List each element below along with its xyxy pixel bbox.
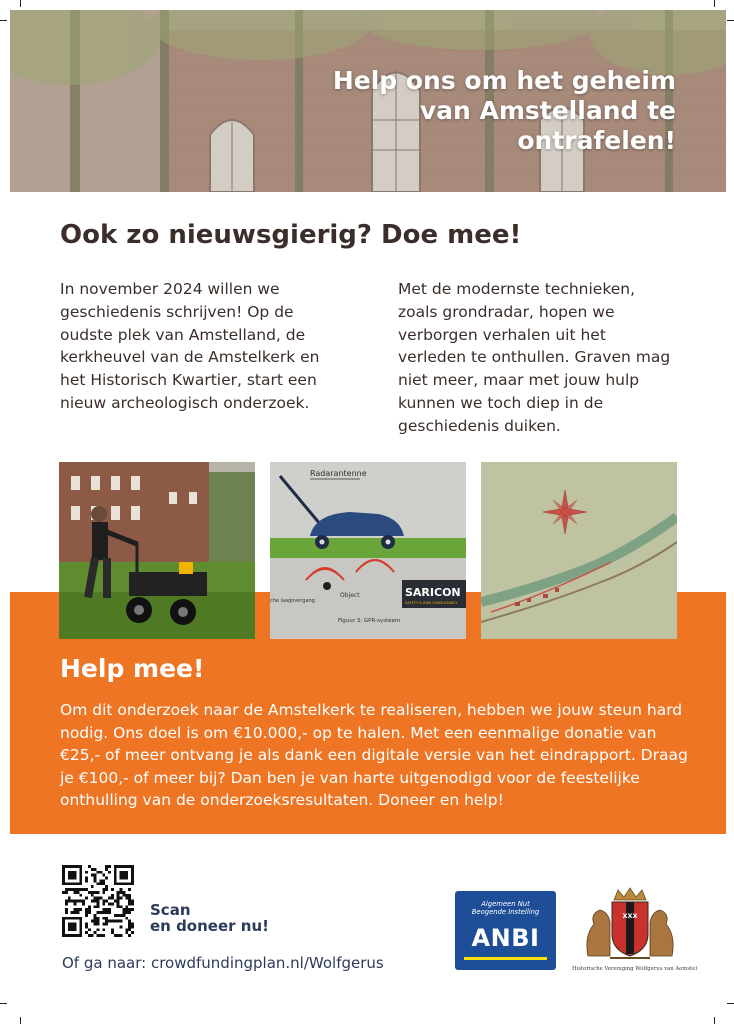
qr-module [97,911,100,914]
qr-module [65,900,68,903]
qr-module [65,891,68,894]
qr-module [128,911,131,914]
qr-module [108,920,111,923]
saricon-tagline: SAFETY & RISK CONSULTANCY [405,601,458,605]
qr-module [117,900,120,903]
scan-line: Scan [150,901,191,919]
gpr-antenna-label: Radarantenne [310,469,367,478]
qr-module [120,905,123,908]
qr-module [91,885,94,888]
qr-module [111,888,114,891]
qr-module [114,934,117,937]
qr-module [65,911,68,914]
anbi-subtitle-line: Algemeen Nut [481,900,530,908]
qr-module [102,882,105,885]
ground-radar-photo [59,462,255,639]
qr-module [120,897,123,900]
qr-module [105,868,108,871]
crowdfunding-link[interactable]: Of ga naar: crowdfundingplan.nl/Wolfgerus [62,954,384,972]
qr-module [74,900,77,903]
qr-module [97,905,100,908]
qr-module [128,902,131,905]
qr-module [122,891,125,894]
qr-module [128,928,131,931]
qr-module [108,902,111,905]
qr-module [97,920,100,923]
qr-module [128,934,131,937]
qr-module [91,934,94,937]
qr-module [76,891,79,894]
qr-module [99,882,102,885]
crop-mark [20,0,21,7]
qr-module [102,891,105,894]
society-crest-logo [580,886,680,966]
qr-module [97,900,100,903]
qr-module [65,908,68,911]
qr-module [85,911,88,914]
qr-module [117,891,120,894]
qr-module [105,885,108,888]
qr-module [105,923,108,926]
qr-module [120,920,123,923]
crop-mark [714,0,715,7]
qr-module [94,874,97,877]
qr-module [85,923,88,926]
qr-module [117,920,120,923]
qr-module [128,888,131,891]
qr-module [65,888,68,891]
qr-module [97,891,100,894]
qr-module [111,928,114,931]
qr-module [97,934,100,937]
qr-module [94,905,97,908]
qr-module [79,888,82,891]
qr-module [120,871,129,880]
qr-module [114,900,117,903]
qr-module [105,920,108,923]
qr-module [125,908,128,911]
qr-module [88,928,91,931]
hero-title-line: van Amstelland te [419,96,676,125]
qr-module [68,897,71,900]
qr-module [79,908,82,911]
qr-module [85,925,88,928]
qr-module [94,931,97,934]
qr-module [102,917,105,920]
intro-right-paragraph: Met de modernste technieken, zoals grondradar, hopen we verborgen verhalen uit het verleden te onthullen. Graven mag niet meer, maar met jouw hulp kunnen we toch diep in de geschiedenis duiken. [398,280,671,435]
intro-left-paragraph: In november 2024 willen we geschiedenis schrijven! Op de oudste plek van Amstelland, de kerkheuvel van de Amstelkerk en het Historisch Kwartier, start een nieuw archeologisch onderzoek. [60,280,320,412]
qr-module [117,934,120,937]
qr-module [94,920,97,923]
qr-module [94,900,97,903]
qr-module [68,871,77,880]
qr-module [102,934,105,937]
qr-module [99,897,102,900]
qr-module [97,882,100,885]
help-heading: Help mee! [60,654,205,683]
crop-mark [727,20,734,21]
qr-module [76,911,79,914]
qr-module [102,923,105,926]
qr-module [111,920,114,923]
qr-module [128,923,131,926]
hero-title-line: Help ons om het geheim [332,66,676,95]
gpr-layer-label: che laagovergang [270,598,315,604]
qr-module [111,894,114,897]
qr-module [117,905,120,908]
qr-module [122,914,125,917]
qr-module [94,914,97,917]
qr-module [105,908,108,911]
qr-module [74,902,77,905]
crop-mark [727,1003,734,1004]
qr-module [105,877,108,880]
help-paragraph: Om dit onderzoek naar de Amstelkerk te realiseren, hebben we jouw steun hard nodig. Ons doel is om €10.000,- op te halen. Met een eenmalige donatie van €25,- of meer ontvang je als dank een digitale versie van het eindrapport. Draag je €100,- of meer bij? Dan ben je van harte uitgenodigd voor de feestelijke onthulling van de onderzoeksresultaten. Doneer en help! [60,701,688,810]
qr-module [114,920,117,923]
hero-title-line: ontrafelen! [517,126,676,155]
qr-module [108,908,111,911]
qr-module [88,891,91,894]
qr-module [85,931,88,934]
qr-module [128,900,131,903]
gpr-diagram-photo [270,462,466,639]
qr-module [94,897,97,900]
qr-module [105,900,108,903]
qr-module [111,931,114,934]
qr-module [85,888,88,891]
qr-module [125,894,128,897]
qr-module [65,902,68,905]
qr-module [94,877,97,880]
qr-module [108,897,111,900]
qr-module [105,911,108,914]
qr-module [120,888,123,891]
qr-module [97,871,100,874]
qr-module [79,894,82,897]
anbi-logo [455,891,556,970]
qr-module [99,911,102,914]
qr-module [99,879,102,882]
qr-module [105,865,108,868]
qr-module [131,923,134,926]
qr-module [91,891,94,894]
qr-module [125,911,128,914]
qr-module [108,865,111,868]
qr-module [117,902,120,905]
crop-mark [714,1017,715,1024]
qr-module [105,888,108,891]
qr-module [131,925,134,928]
qr-module [122,911,125,914]
qr-module [99,871,102,874]
crop-mark [20,1017,21,1024]
qr-module [97,923,100,926]
qr-module [94,917,97,920]
qr-module [102,900,105,903]
qr-module [97,917,100,920]
qr-module [74,908,77,911]
qr-module [68,900,71,903]
qr-module [76,900,79,903]
qr-module [108,911,111,914]
qr-module [97,928,100,931]
qr-module [62,891,65,894]
anbi-wordmark: ANBI [471,924,540,952]
qr-module [117,914,120,917]
qr-module [128,894,131,897]
qr-module [108,871,111,874]
qr-module [88,908,91,911]
qr-module [82,902,85,905]
qr-module [102,928,105,931]
qr-module [102,908,105,911]
qr-module [102,888,105,891]
gpr-object-label: Object [340,592,360,599]
intro-heading: Ook zo nieuwsgierig? Doe mee! [60,220,522,250]
qr-module [128,908,131,911]
qr-module [102,874,105,877]
qr-module [74,891,77,894]
qr-module [131,902,134,905]
qr-module [74,911,77,914]
qr-module [91,900,94,903]
crest-crosses: XXX [622,912,638,920]
qr-module [120,914,123,917]
qr-module [99,934,102,937]
qr-module [102,879,105,882]
qr-module [125,928,128,931]
hero-title [316,66,676,156]
donation-qr-code[interactable] [62,865,134,941]
qr-module [128,897,131,900]
gpr-figure-caption: Figuur 3: GPR-systeem [338,618,401,624]
qr-module [125,931,128,934]
qr-module [94,868,97,871]
qr-module [111,902,114,905]
qr-module [71,900,74,903]
qr-module [94,891,97,894]
qr-module [94,923,97,926]
qr-module [76,888,79,891]
qr-module [111,897,114,900]
qr-module [85,871,88,874]
crop-mark [0,20,7,21]
qr-module [85,877,88,880]
qr-module [91,894,94,897]
qr-module [131,931,134,934]
scan-line: en doneer nu! [150,917,269,935]
qr-module [125,917,128,920]
qr-module [68,888,71,891]
qr-module [88,934,91,937]
qr-module [102,902,105,905]
anbi-subtitle [455,900,556,916]
saricon-brand: SARICON [405,586,461,599]
anbi-underline [464,957,547,960]
qr-module [105,917,108,920]
qr-module [117,897,120,900]
qr-module [117,894,120,897]
qr-module [94,879,97,882]
qr-module [97,902,100,905]
qr-module [125,897,128,900]
qr-module [102,911,105,914]
qr-module [74,888,77,891]
anbi-subtitle-line: Beogende Instelling [471,908,540,916]
historic-map-photo [481,462,677,639]
qr-module [68,923,77,932]
qr-module [120,934,123,937]
qr-module [85,897,88,900]
qr-module [120,925,123,928]
qr-module [91,920,94,923]
qr-module [97,897,100,900]
qr-module [82,888,85,891]
qr-module [91,868,94,871]
qr-module [128,925,131,928]
crop-mark [0,1003,7,1004]
crest-caption: Historische Vereniging Wolfgerus van Aemstel [572,966,698,972]
qr-module [122,894,125,897]
qr-module [131,908,134,911]
qr-module [71,888,74,891]
qr-module [79,900,82,903]
qr-module [88,905,91,908]
qr-module [120,891,123,894]
qr-module [82,900,85,903]
qr-module [85,914,88,917]
qr-module [88,865,91,868]
qr-module [131,900,134,903]
qr-module [122,908,125,911]
qr-module [88,911,91,914]
hero-banner [10,10,726,192]
qr-module [91,874,94,877]
qr-module [76,908,79,911]
qr-module [71,911,74,914]
qr-module [85,908,88,911]
qr-module [128,920,131,923]
qr-module [114,914,117,917]
scan-call-to-action [150,902,269,934]
qr-module [125,905,128,908]
qr-module [85,879,88,882]
